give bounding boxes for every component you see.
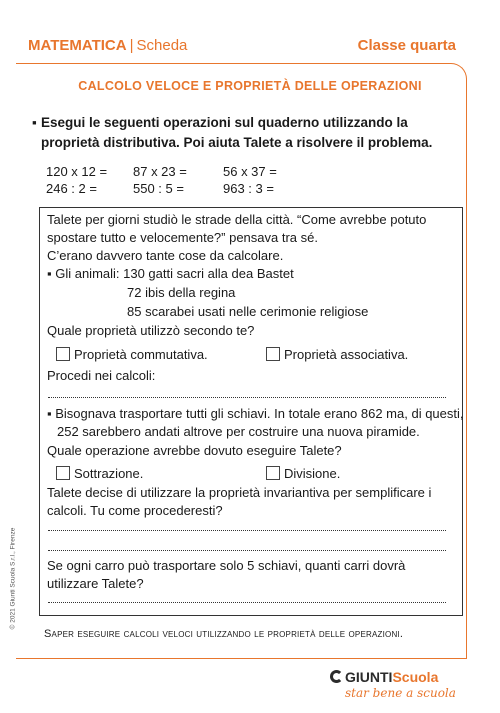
cart-question-line: utilizzare Talete? bbox=[47, 576, 144, 591]
answer-line[interactable] bbox=[48, 550, 446, 551]
operation: 963 : 3 = bbox=[223, 181, 274, 196]
operation: 246 : 2 = bbox=[46, 181, 97, 196]
operation: 120 x 12 = bbox=[46, 164, 108, 179]
checkbox[interactable] bbox=[56, 347, 70, 361]
page-title: CALCOLO VELOCE E PROPRIETÀ DELLE OPERAZIONI bbox=[78, 79, 422, 93]
header-subject bbox=[28, 37, 187, 54]
publisher-logo bbox=[330, 669, 438, 685]
checkbox[interactable] bbox=[56, 466, 70, 480]
animals-line: ▪ Gli animali: 130 gatti sacri alla dea Bastet bbox=[47, 266, 294, 281]
option-commutativa[interactable] bbox=[56, 346, 208, 364]
sheet-type-label: Scheda bbox=[136, 37, 188, 54]
option-label: Divisione. bbox=[284, 466, 341, 481]
logo-scuola: Scuola bbox=[392, 669, 439, 685]
operation: 87 x 23 = bbox=[133, 164, 187, 179]
logo-tagline: star bene a scuola bbox=[345, 686, 456, 700]
checkbox[interactable] bbox=[266, 347, 280, 361]
answer-line[interactable] bbox=[48, 602, 446, 603]
header-separator: | bbox=[129, 37, 134, 54]
slaves-line: ▪ Bisognava trasportare tutti gli schiavi. In totale erano 862 ma, di questi, bbox=[47, 406, 464, 421]
procedi-label: Procedi nei calcoli: bbox=[47, 368, 156, 383]
logo-giunti: GIUNTI bbox=[345, 669, 393, 685]
instructions bbox=[32, 113, 461, 153]
question-operation: Quale operazione avrebbe dovuto eseguire Talete? bbox=[47, 443, 342, 458]
operations-row bbox=[46, 180, 313, 197]
footer-objective: Saper eseguire calcoli veloci utilizzando le proprietà delle operazioni. bbox=[44, 628, 404, 640]
operations-grid bbox=[46, 163, 313, 197]
instructions-line-2: proprietà distributiva. Poi aiuta Talete a risolvere il problema. bbox=[41, 135, 433, 150]
answer-line[interactable] bbox=[48, 397, 446, 398]
operation: 550 : 5 = bbox=[133, 181, 184, 196]
invariant-line: Talete decise di utilizzare la proprietà invariantiva per semplificare i bbox=[47, 485, 432, 500]
cart-question-line: Se ogni carro può trasportare solo 5 schiavi, quanti carri dovrà bbox=[47, 558, 406, 573]
question-property: Quale proprietà utilizzò secondo te? bbox=[47, 323, 255, 338]
invariant-line: calcoli. Tu come procederesti? bbox=[47, 503, 223, 518]
story-line: Talete per giorni studiò le strade della città. “Come avrebbe potuto bbox=[47, 212, 427, 227]
instructions-line-1: Esegui le seguenti operazioni sul quaderno utilizzando la bbox=[41, 115, 408, 130]
answer-line[interactable] bbox=[48, 530, 446, 531]
giunti-g-icon bbox=[330, 670, 343, 683]
grade-label: Classe quarta bbox=[357, 37, 456, 54]
animals-line: 85 scarabei usati nelle cerimonie religiose bbox=[127, 304, 369, 319]
operation: 56 x 37 = bbox=[223, 164, 277, 179]
subject-label: MATEMATICA bbox=[28, 37, 127, 54]
operations-row bbox=[46, 163, 313, 180]
bullet-icon: ▪ bbox=[32, 115, 37, 130]
checkbox[interactable] bbox=[266, 466, 280, 480]
option-divisione[interactable] bbox=[266, 465, 340, 483]
option-label: Proprietà commutativa. bbox=[74, 347, 208, 362]
copyright: © 2021 Giunti Scuola S.r.l., Firenze bbox=[9, 527, 17, 630]
option-label: Sottrazione. bbox=[74, 466, 144, 481]
story-line: spostare tutto e velocemente?” pensava tra sé. bbox=[47, 230, 318, 245]
story-line: C’erano davvero tante cose da calcolare. bbox=[47, 248, 284, 263]
option-associativa[interactable] bbox=[266, 346, 408, 364]
option-label: Proprietà associativa. bbox=[284, 347, 409, 362]
slaves-line: 252 sarebbero andati altrove per costruire una nuova piramide. bbox=[57, 424, 420, 439]
option-sottrazione[interactable] bbox=[56, 465, 143, 483]
animals-line: 72 ibis della regina bbox=[127, 285, 236, 300]
